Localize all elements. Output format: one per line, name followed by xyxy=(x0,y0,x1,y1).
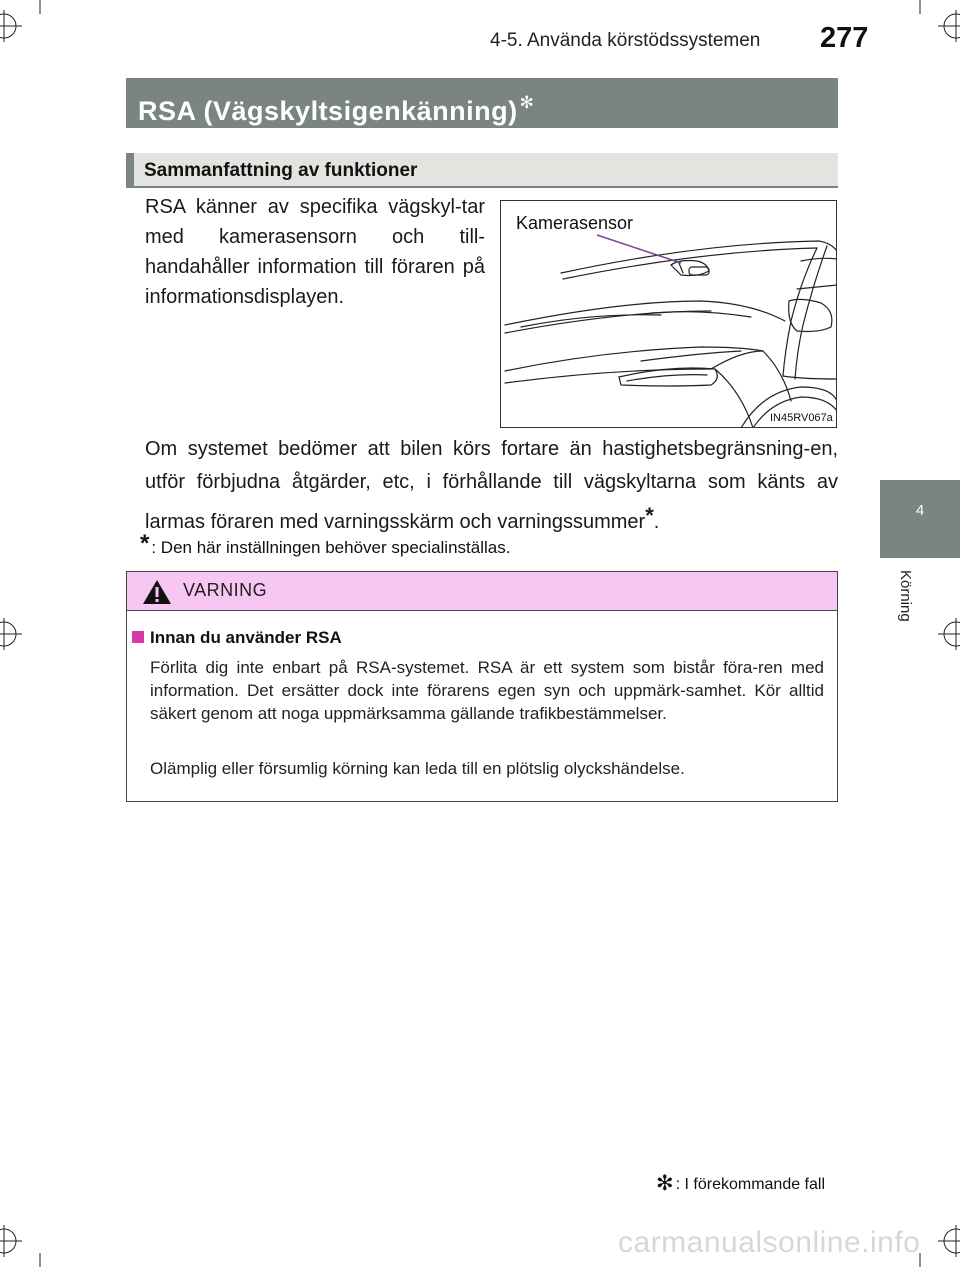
settings-note xyxy=(140,530,510,558)
description-paragraph xyxy=(145,433,838,539)
warning-paragraph-2: Olämplig eller försumlig körning kan leda till en plötslig olyckshändelse. xyxy=(150,759,685,778)
bullet-square-icon xyxy=(132,631,144,643)
chapter-tab-number: 4 xyxy=(915,502,925,519)
page-title xyxy=(126,78,838,128)
page-title-text: RSA (Vägskyltsigenkänning) xyxy=(138,96,518,126)
figure-code: IN45RV067a xyxy=(770,412,833,424)
figure-label-camera-sensor: Kamerasensor xyxy=(516,213,634,233)
page-footnote xyxy=(656,1171,825,1196)
watermark: carmanualsonline.info xyxy=(618,1226,921,1259)
warning-paragraph-1: Förlita dig inte enbart på RSA-systemet. RSA är ett system som bistår föra-ren med information. Det ersätter dock inte förarens egen syn och uppmärk-samhet. Kör alltid säkert genom att noga uppmärksamma gällande trafikbestämmelser. xyxy=(150,658,824,723)
footnote-text: : I förekommande fall xyxy=(675,1176,826,1193)
description-end: . xyxy=(653,511,660,533)
page-number: 277 xyxy=(820,22,869,54)
description-text: Om systemet bedömer att bilen körs fortare än hastighetsbegränsning-en, utför förbjudna åtgärder, etc, i förhållande till vägskyltarna som känts av larmas föraren med varningsskärm och varningssummer xyxy=(145,438,838,533)
note-text: : Den här inställningen behöver specialinställas. xyxy=(151,538,511,557)
optional-marker: ✻ xyxy=(519,93,535,112)
camera-sensor-illustration xyxy=(500,200,837,428)
chapter-tab-label: Körning xyxy=(897,570,914,622)
chapter-tab xyxy=(880,480,960,558)
section-heading: Sammanfattning av funktioner xyxy=(126,153,838,188)
warning-title: VARNING xyxy=(183,580,268,600)
intro-paragraph: RSA känner av specifika vägskyl-tar med kamerasensorn och till-handahåller information till föraren på informationsdisplayen. xyxy=(145,196,485,308)
car-windshield-drawing xyxy=(501,201,837,428)
warning-triangle-icon xyxy=(142,578,172,606)
footnote-star: * xyxy=(645,503,654,528)
sensor-pointer-line xyxy=(597,235,681,263)
warning-subheading-text: Innan du använder RSA xyxy=(150,628,342,647)
header-section-title: 4-5. Använda körstödssystemen xyxy=(490,30,761,51)
note-star: * xyxy=(140,530,150,557)
footnote-marker: ✻ xyxy=(656,1172,674,1195)
warning-subheading xyxy=(132,628,342,648)
